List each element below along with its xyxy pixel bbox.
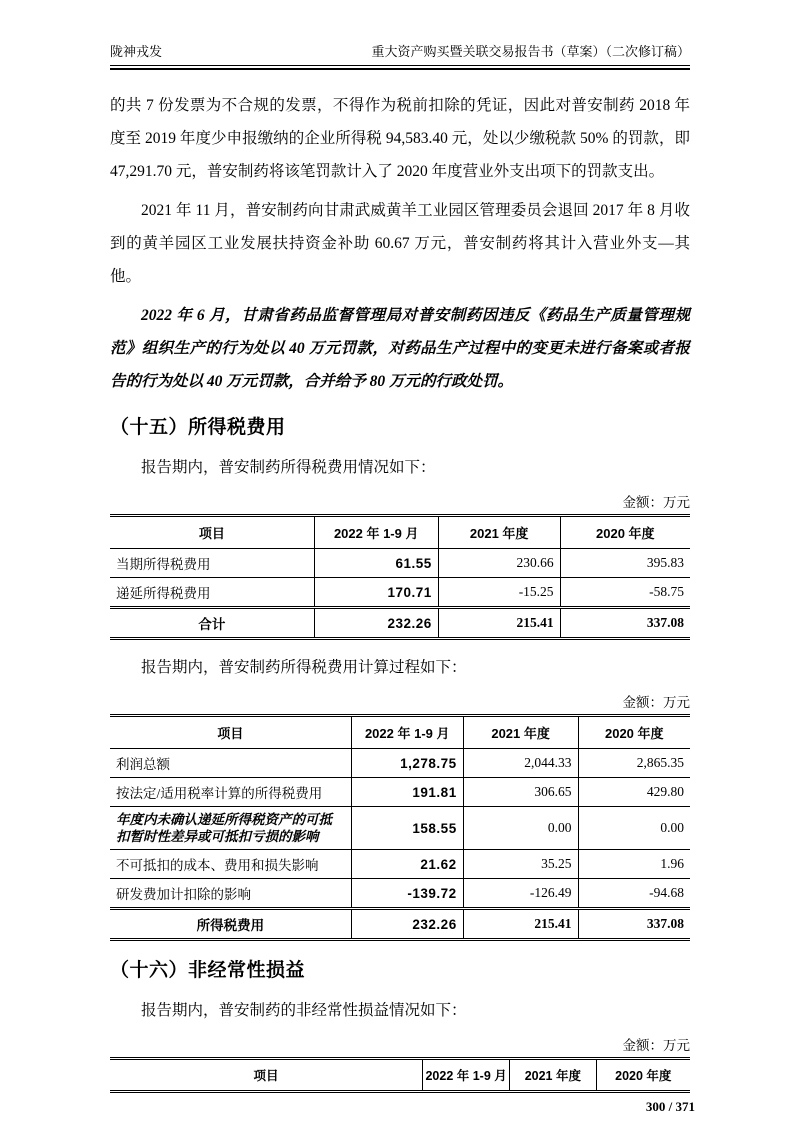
table3-header-row (110, 1059, 690, 1092)
paragraph-invoice-penalty: 的共 7 份发票为不合规的发票，不得作为税前扣除的凭证，因此对普安制药 2018 年度至 2019 年度少申报缴纳的企业所得税 94,583.40 元，处以少缴税款 50% 的罚款，即 47,291.70 元，普安制药将该笔罚款计入了 2020 年度营业外支出项下的罚款支出。 (110, 97, 690, 180)
table2-header-2020: 2020 年度 (578, 716, 690, 749)
value-2022: 170.71 (314, 578, 438, 608)
table2-row-total-profit (110, 749, 690, 778)
value-2021: 2,044.33 (463, 749, 578, 778)
row-label: 利润总额 (110, 749, 351, 778)
row-label: 研发费加计扣除的影响 (110, 879, 351, 909)
value-2021: 230.66 (438, 549, 560, 578)
value-2021: 35.25 (463, 850, 578, 879)
row-label: 当期所得税费用 (110, 549, 314, 578)
section-15-intro-2: 报告期内，普安制药所得税费用计算过程如下： (141, 659, 467, 676)
total-2020: 337.08 (560, 608, 690, 639)
header-rule (110, 65, 690, 70)
table1-header-2020: 2020 年度 (560, 516, 690, 549)
value-2022: 1,278.75 (351, 749, 463, 778)
value-2020: 395.83 (560, 549, 690, 578)
table2-row-nondeductible (110, 850, 690, 879)
table3-header-2021: 2021 年度 (510, 1059, 596, 1092)
value-2020: -58.75 (560, 578, 690, 608)
paragraph-admin-penalty: 2022 年 6 月，甘肃省药品监督管理局对普安制药因违反《药品生产质量管理规范》组织生产的行为处以 40 万元罚款，对药品生产过程中的变更未进行备案或者报告的行为处以 40 万元罚款，合并给予 80 万元的行政处罚。 (110, 307, 690, 390)
table3-header-2020: 2020 年度 (596, 1059, 690, 1092)
table1-header-item: 项目 (110, 516, 314, 549)
table2-header-2021: 2021 年度 (463, 716, 578, 749)
page-number: 300 / 371 (645, 1099, 695, 1114)
value-2022: 191.81 (351, 778, 463, 807)
value-2020: 429.80 (578, 778, 690, 807)
paragraph-subsidy-return: 2021 年 11 月，普安制药向甘肃武威黄羊工业园区管理委员会退回 2017 年 8 月收到的黄羊园区工业发展扶持资金补助 60.67 万元，普安制药将其计入营业外支—其他。 (110, 202, 690, 285)
table3-header-item: 项目 (110, 1059, 423, 1092)
table3-header-2022: 2022 年 1-9 月 (423, 1059, 510, 1092)
table1-row-deferred-tax (110, 578, 690, 608)
value-2022: -139.72 (351, 879, 463, 909)
table1-header-2021: 2021 年度 (438, 516, 560, 549)
unit-label-2: 金额：万元 (622, 695, 690, 710)
income-tax-calculation-table (110, 714, 690, 941)
income-tax-expense-table (110, 514, 690, 640)
total-label: 合计 (110, 608, 314, 639)
table2-header-2022: 2022 年 1-9 月 (351, 716, 463, 749)
table2-row-statutory-rate (110, 778, 690, 807)
value-2022: 158.55 (351, 807, 463, 850)
section-16-heading: （十六）非经常性损益 (110, 960, 306, 981)
value-2021: 0.00 (463, 807, 578, 850)
value-2022: 61.55 (314, 549, 438, 578)
value-2022: 21.62 (351, 850, 463, 879)
total-2021: 215.41 (463, 909, 578, 940)
table2-row-unrecognized-deferred (110, 807, 690, 850)
section-16-intro: 报告期内，普安制药的非经常性损益情况如下： (141, 1002, 467, 1019)
unit-label-1: 金额：万元 (622, 495, 690, 510)
value-2021: 306.65 (463, 778, 578, 807)
table1-header-row (110, 516, 690, 549)
non-recurring-items-table (110, 1057, 690, 1093)
header-company-name: 陇神戎发 (110, 44, 163, 59)
value-2020: 1.96 (578, 850, 690, 879)
unit-label-3: 金额：万元 (622, 1038, 690, 1053)
row-label: 年度内未确认递延所得税资产的可抵扣暂时性差异或可抵扣亏损的影响 (110, 807, 351, 850)
value-2021: -15.25 (438, 578, 560, 608)
total-2022: 232.26 (314, 608, 438, 639)
total-label: 所得税费用 (110, 909, 351, 940)
table1-total-row (110, 608, 690, 639)
table2-row-rd-deduction (110, 879, 690, 909)
row-label: 按法定/适用税率计算的所得税费用 (110, 778, 351, 807)
section-15-heading: （十五）所得税费用 (110, 417, 286, 438)
table1-row-current-tax (110, 549, 690, 578)
section-15-intro-1: 报告期内，普安制药所得税费用情况如下： (141, 459, 436, 476)
value-2020: 0.00 (578, 807, 690, 850)
value-2020: 2,865.35 (578, 749, 690, 778)
page-header (110, 44, 690, 60)
total-2020: 337.08 (578, 909, 690, 940)
table2-total-row (110, 909, 690, 940)
table1-header-2022: 2022 年 1-9 月 (314, 516, 438, 549)
total-2021: 215.41 (438, 608, 560, 639)
row-label: 递延所得税费用 (110, 578, 314, 608)
total-2022: 232.26 (351, 909, 463, 940)
value-2020: -94.68 (578, 879, 690, 909)
header-report-title: 重大资产购买暨关联交易报告书（草案）（二次修订稿） (371, 44, 690, 59)
row-label: 不可抵扣的成本、费用和损失影响 (110, 850, 351, 879)
table2-header-row (110, 716, 690, 749)
table2-header-item: 项目 (110, 716, 351, 749)
value-2021: -126.49 (463, 879, 578, 909)
